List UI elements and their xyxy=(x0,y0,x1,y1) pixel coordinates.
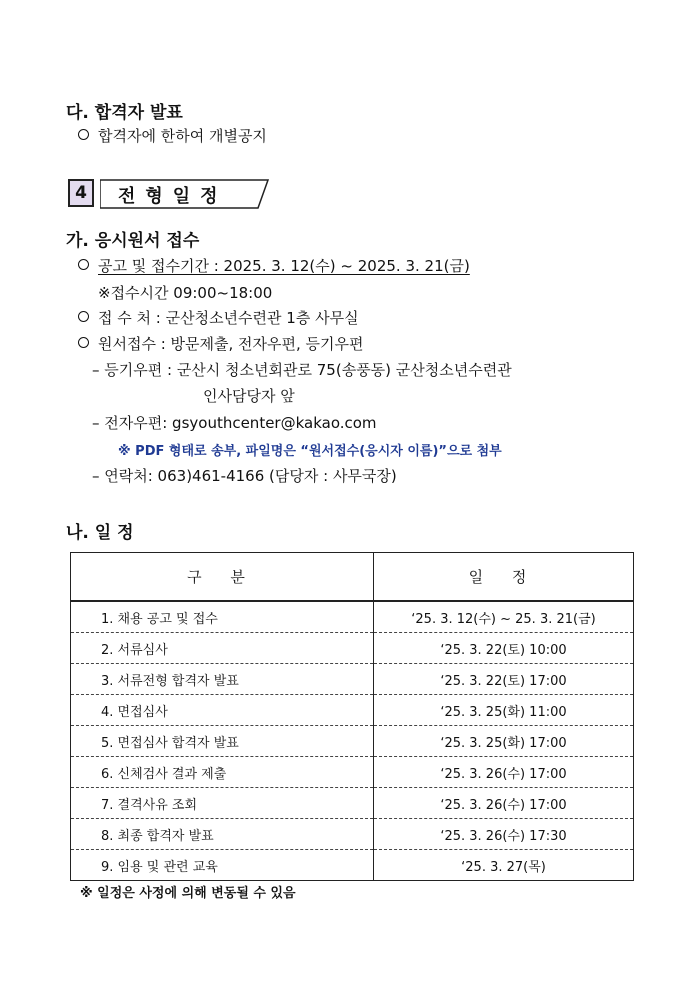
section-heading-announcement: 다. 합격자 발표 xyxy=(66,103,183,123)
row-date: ‘25. 3. 26(수) 17:30 xyxy=(374,819,634,850)
table-row xyxy=(71,664,634,695)
contact-info: – 연락처: 063)461-4166 (담당자 : 사무국장) xyxy=(92,467,397,485)
section-heading-schedule: 나. 일 정 xyxy=(66,523,134,543)
application-method xyxy=(78,333,364,354)
table-row xyxy=(71,601,634,633)
schedule-table xyxy=(70,552,634,881)
section-number-badge: 4 xyxy=(68,179,94,207)
table-row xyxy=(71,633,634,664)
application-method-text: 원서접수 : 방문제출, 전자우편, 등기우편 xyxy=(98,335,364,353)
bullet-circle-icon xyxy=(78,129,89,140)
announcement-item-text: 합격자에 한하여 개별공지 xyxy=(98,127,267,145)
table-row xyxy=(71,757,634,788)
row-date: ‘25. 3. 26(수) 17:00 xyxy=(374,757,634,788)
application-period-text: 공고 및 접수기간 : 2025. 3. 12(수) ~ 2025. 3. 21(금) xyxy=(98,257,470,275)
table-row xyxy=(71,850,634,881)
row-category: 1. 채용 공고 및 접수 xyxy=(71,601,374,633)
mail-address-line2: 인사담당자 앞 xyxy=(203,387,295,405)
mail-address-line1: – 등기우편 : 군산시 청소년회관로 75(송풍동) 군산청소년수련관 xyxy=(92,361,512,379)
application-place-text: 접 수 처 : 군산청소년수련관 1층 사무실 xyxy=(98,309,359,327)
section-title: 전형일정 xyxy=(118,186,228,207)
table-row xyxy=(71,726,634,757)
row-date: ‘25. 3. 22(토) 17:00 xyxy=(374,664,634,695)
section-heading-application: 가. 응시원서 접수 xyxy=(66,231,200,251)
row-date: ‘25. 3. 26(수) 17:00 xyxy=(374,788,634,819)
table-row xyxy=(71,788,634,819)
row-category: 9. 임용 및 관련 교육 xyxy=(71,850,374,881)
row-date: ‘25. 3. 25(화) 17:00 xyxy=(374,726,634,757)
row-category: 3. 서류전형 합격자 발표 xyxy=(71,664,374,695)
header-category: 구 분 xyxy=(71,553,374,602)
email-address: – 전자우편: gsyouthcenter@kakao.com xyxy=(92,414,377,432)
application-period xyxy=(78,255,470,276)
bullet-circle-icon xyxy=(78,337,89,348)
email-format-note: ※ PDF 형태로 송부, 파일명은 “원서접수(응시자 이름)”으로 첨부 xyxy=(118,444,502,459)
row-category: 8. 최종 합격자 발표 xyxy=(71,819,374,850)
row-category: 7. 결격사유 조회 xyxy=(71,788,374,819)
announcement-item xyxy=(78,125,267,146)
table-row xyxy=(71,695,634,726)
row-date: ‘25. 3. 27(목) xyxy=(374,850,634,881)
bullet-circle-icon xyxy=(78,311,89,322)
row-date: ‘25. 3. 22(토) 10:00 xyxy=(374,633,634,664)
row-category: 2. 서류심사 xyxy=(71,633,374,664)
row-category: 5. 면접심사 합격자 발표 xyxy=(71,726,374,757)
row-category: 4. 면접심사 xyxy=(71,695,374,726)
row-category: 6. 신체검사 결과 제출 xyxy=(71,757,374,788)
application-place xyxy=(78,307,359,328)
table-row xyxy=(71,819,634,850)
table-header-row xyxy=(71,553,634,602)
schedule-change-note: ※ 일정은 사정에 의해 변동될 수 있음 xyxy=(80,886,296,901)
application-hours: ※접수시간 09:00~18:00 xyxy=(98,284,273,302)
header-date: 일 정 xyxy=(374,553,634,602)
row-date: ‘25. 3. 25(화) 11:00 xyxy=(374,695,634,726)
bullet-circle-icon xyxy=(78,259,89,270)
row-date: ‘25. 3. 12(수) ~ 25. 3. 21(금) xyxy=(374,601,634,633)
